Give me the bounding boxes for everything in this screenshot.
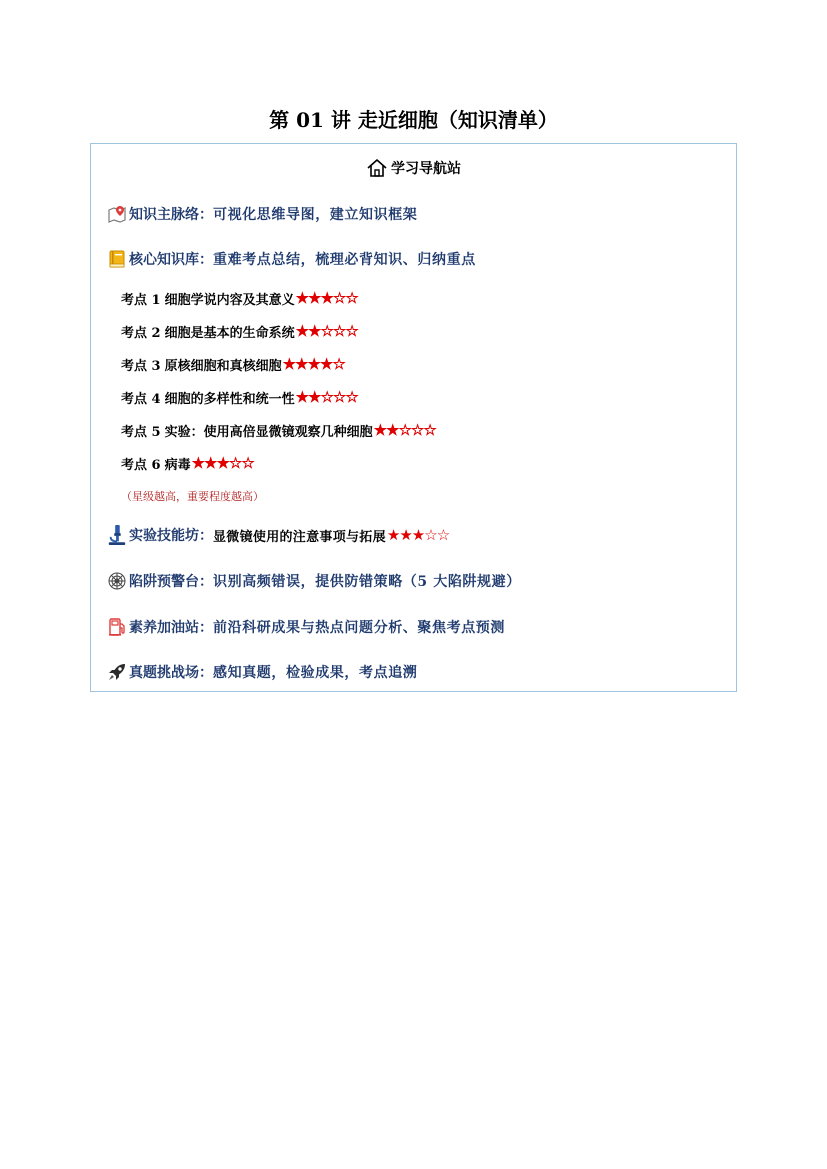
star-rating: ★★★★☆: [282, 355, 345, 373]
section-description: 重难考点总结，梳理必背知识、归纳重点: [213, 252, 476, 268]
section-description: 前沿科研成果与热点问题分析、聚焦考点预测: [213, 620, 505, 636]
keypoint-label: 考点 4: [121, 391, 161, 407]
section-colon: ：: [199, 252, 213, 268]
section-title: 实验技能坊: [129, 528, 199, 544]
section-exam-challenge: [107, 660, 417, 684]
keypoint-item: [121, 321, 358, 341]
section-core-knowledge: [107, 247, 476, 271]
keypoint-text: 实验：使用高倍显微镜观察几种细胞: [164, 424, 373, 440]
star-rating: ★★★☆☆: [386, 526, 450, 544]
section-colon: ：: [199, 207, 213, 223]
section-description: 识别高频错误，提供防错策略（5 大陷阱规避）: [213, 574, 521, 590]
keypoint-text: 细胞是基本的生命系统: [164, 325, 295, 341]
microscope-icon: [107, 525, 127, 545]
section-description: 可视化思维导图，建立知识框架: [213, 207, 418, 223]
keypoint-item: [121, 420, 436, 440]
keypoint-text: 细胞的多样性和统一性: [164, 391, 295, 407]
keypoint-text: 病毒: [164, 457, 191, 473]
rocket-icon: [107, 662, 127, 682]
keypoint-label: 考点 1: [121, 292, 161, 308]
section-title: 真题挑战场: [129, 665, 199, 681]
section-description: 感知真题，检验成果，考点追溯: [213, 665, 418, 681]
keypoint-item: [121, 288, 358, 308]
nav-header-label: 学习导航站: [391, 161, 461, 177]
star-rating: ★★☆☆☆: [295, 388, 358, 406]
section-description: 显微镜使用的注意事项与拓展: [213, 529, 386, 545]
keypoint-label: 考点 6: [121, 457, 161, 473]
keypoint-text: 原核细胞和真核细胞: [164, 358, 282, 374]
page-title: 第 01 讲 走近细胞（知识清单）: [269, 108, 558, 132]
section-title: 素养加油站: [129, 620, 199, 636]
keypoint-item: [121, 387, 358, 407]
section-trap-warning: [107, 569, 521, 593]
section-knowledge-map: [107, 202, 417, 226]
map-pin-icon: [107, 204, 127, 224]
keypoint-label: 考点 5: [121, 424, 161, 440]
star-rating: ★★★☆☆: [295, 289, 358, 307]
spider-web-icon: [107, 571, 127, 591]
section-experiment-skills: [107, 523, 449, 547]
star-rating-note: （星级越高，重要程度越高）: [121, 490, 264, 503]
section-literacy-station: [107, 615, 505, 639]
fuel-pump-icon: [107, 617, 127, 637]
keypoint-text: 细胞学说内容及其意义: [164, 292, 295, 308]
section-title: 核心知识库: [129, 252, 199, 268]
star-rating: ★★★☆☆: [191, 454, 254, 472]
keypoint-label: 考点 2: [121, 325, 161, 341]
section-colon: ：: [199, 528, 213, 544]
star-rating: ★★☆☆☆: [373, 421, 436, 439]
section-title: 陷阱预警台: [129, 574, 199, 590]
learning-navigation-box: [90, 143, 737, 692]
section-title: 知识主脉络: [129, 207, 199, 223]
section-colon: ：: [199, 665, 213, 681]
section-colon: ：: [199, 620, 213, 636]
keypoint-item: [121, 354, 345, 374]
star-rating: ★★☆☆☆: [295, 322, 358, 340]
home-icon: [366, 157, 388, 179]
book-icon: [107, 249, 127, 269]
keypoint-label: 考点 3: [121, 358, 161, 374]
section-colon: ：: [199, 574, 213, 590]
keypoint-item: [121, 453, 254, 473]
nav-header: [91, 156, 736, 180]
